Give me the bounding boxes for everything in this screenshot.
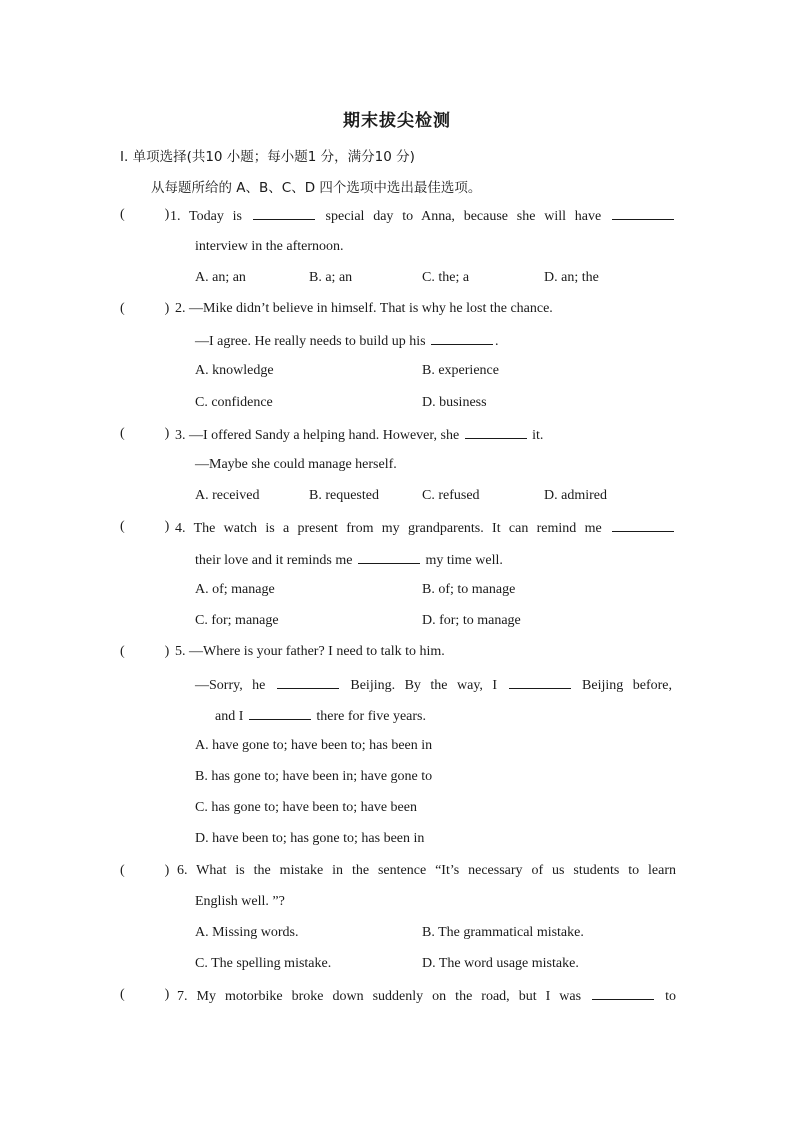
question-stem: 1. Today is special day to Anna, because she will have: [170, 207, 676, 225]
question-stem: 4. The watch is a present from my grandparents. It can remind me: [175, 519, 676, 537]
answer-blank: [253, 207, 315, 220]
option-d: D. have been to; has gone to; has been in: [195, 831, 425, 846]
option-b: B. experience: [422, 363, 499, 378]
answer-bracket[interactable]: ( ): [120, 301, 170, 316]
option-a: A. Missing words.: [195, 925, 299, 940]
question-1: [120, 207, 676, 285]
answer-bracket[interactable]: ( ): [120, 207, 170, 222]
option-b: B. of; to manage: [422, 582, 516, 597]
answer-blank: [592, 987, 654, 1000]
answer-bracket[interactable]: ( ): [120, 519, 170, 534]
option-a: A. of; manage: [195, 582, 275, 597]
option-d: D. business: [422, 395, 487, 410]
answer-bracket[interactable]: ( ): [120, 644, 170, 659]
question-6: [120, 863, 676, 971]
option-b: B. has gone to; have been in; have gone to: [195, 769, 433, 784]
option-c: C. for; manage: [195, 613, 279, 628]
question-3: [120, 426, 676, 503]
question-continuation-2: and I there for five years.: [215, 709, 426, 724]
question-continuation: —I agree. He really needs to build up his .: [195, 334, 499, 349]
option-c: C. has gone to; have been to; have been: [195, 800, 417, 815]
option-c: C. The spelling mistake.: [195, 956, 332, 971]
answer-blank: [612, 207, 674, 220]
option-c: C. the; a: [422, 270, 470, 285]
answer-blank: [509, 676, 571, 689]
question-stem: 2. —Mike didn’t believe in himself. That is why he lost the chance.: [175, 301, 553, 316]
option-c: C. confidence: [195, 395, 273, 410]
question-continuation: —Sorry, he Beijing. By the way, I Beijing before,: [195, 678, 672, 693]
option-b: B. a; an: [309, 270, 353, 285]
question-stem: 5. —Where is your father? I need to talk to him.: [175, 644, 445, 659]
question-2: [120, 301, 676, 410]
question-continuation: interview in the afternoon.: [195, 239, 344, 254]
answer-blank: [431, 332, 493, 345]
option-b: B. requested: [309, 488, 379, 503]
question-continuation: —Maybe she could manage herself.: [195, 457, 397, 472]
answer-blank: [358, 551, 420, 564]
answer-blank: [249, 707, 311, 720]
option-d: D. admired: [544, 488, 607, 503]
option-a: A. received: [195, 488, 260, 503]
option-a: A. an; an: [195, 270, 246, 285]
question-5: [120, 644, 676, 846]
option-d: D. an; the: [544, 270, 599, 285]
answer-bracket[interactable]: ( ): [120, 426, 170, 441]
answer-blank: [277, 676, 339, 689]
question-stem: 3. —I offered Sandy a helping hand. However, she it.: [175, 428, 544, 443]
question-continuation: English well. ”?: [195, 894, 285, 909]
answer-bracket[interactable]: ( ): [120, 987, 170, 1002]
question-4: [120, 519, 676, 628]
question-7: [120, 987, 676, 1007]
option-a: A. have gone to; have been to; has been in: [195, 738, 433, 753]
answer-blank: [612, 519, 674, 532]
option-c: C. refused: [422, 488, 480, 503]
section-instruction: 从每题所给的 A、B、C、D 四个选项中选出最佳选项。: [151, 180, 482, 196]
question-stem: 7. My motorbike broke down suddenly on the road, but I was to: [177, 989, 677, 1004]
option-a: A. knowledge: [195, 363, 274, 378]
section-heading: I. 单项选择(共10 小题；每小题1 分，满分10 分): [120, 149, 415, 165]
answer-blank: [465, 426, 527, 439]
option-b: B. The grammatical mistake.: [422, 925, 584, 940]
question-continuation: their love and it reminds me my time well.: [195, 553, 503, 568]
option-d: D. The word usage mistake.: [422, 956, 579, 971]
page-title: 期末拔尖检测: [343, 111, 451, 131]
option-d: D. for; to manage: [422, 613, 521, 628]
question-stem: 6. What is the mistake in the sentence “It’s necessary of us students to learn: [177, 863, 676, 878]
answer-bracket[interactable]: ( ): [120, 863, 170, 878]
